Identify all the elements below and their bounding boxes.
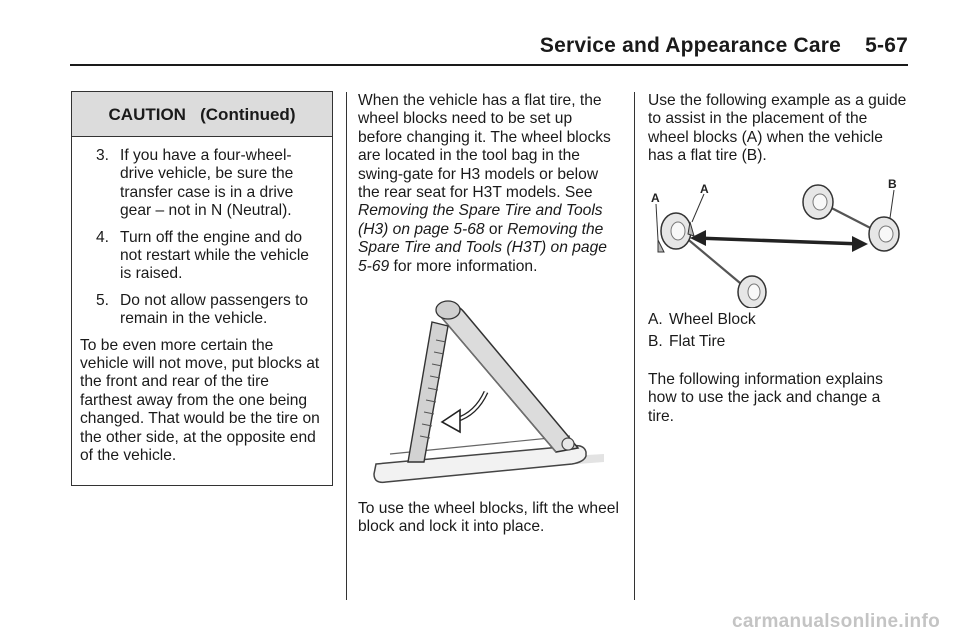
middle-column bbox=[358, 92, 620, 276]
step-number: 3. bbox=[96, 147, 110, 164]
legend bbox=[648, 311, 910, 356]
wheel-block-illustration bbox=[372, 296, 612, 488]
legend-item bbox=[648, 311, 910, 329]
link-spare-tire-h3t[interactable]: Removing the Spare Tire and Tools (H3T) on page 5-69 bbox=[358, 220, 607, 275]
step-number: 5. bbox=[96, 291, 110, 309]
middle-para1-end: for more information. bbox=[389, 257, 538, 275]
legend-item bbox=[648, 333, 910, 351]
caution-step bbox=[80, 292, 324, 329]
caution-heading: CAUTION (Continued) bbox=[72, 92, 332, 137]
label-b: B bbox=[888, 178, 897, 191]
middle-column-bottom bbox=[358, 500, 620, 537]
label-a1: A bbox=[651, 191, 660, 205]
or-text: or bbox=[484, 220, 508, 238]
caution-body bbox=[72, 137, 332, 466]
middle-paragraph-1 bbox=[358, 92, 620, 276]
step-text: Turn off the engine and do not restart while the vehicle is raised. bbox=[120, 228, 309, 283]
step-text: Do not allow passengers to remain in the vehicle. bbox=[120, 291, 309, 328]
legend-letter: B. bbox=[648, 333, 663, 351]
legend-letter: A. bbox=[648, 311, 663, 328]
right-paragraph-1: Use the following example as a guide to assist in the placement of the wheel blocks (A) when the vehicle has a flat tire (B). bbox=[648, 92, 907, 165]
header-rule bbox=[70, 64, 908, 66]
right-column bbox=[648, 92, 910, 166]
label-a2: A bbox=[700, 182, 709, 196]
caution-box bbox=[71, 91, 333, 486]
caution-paragraph: To be even more certain the vehicle will not move, put blocks at the front and rear of the tire farthest away from the one being changed. That would be the tire on the other side, at the opposite end of the vehicle. bbox=[80, 336, 320, 465]
right-paragraph-2: The following information explains how to use the jack and change a tire. bbox=[648, 371, 883, 425]
legend-text: Wheel Block bbox=[669, 311, 756, 328]
wheel-placement-diagram bbox=[646, 178, 912, 308]
page-header-title: Service and Appearance Care 5-67 bbox=[539, 34, 908, 57]
middle-para1-text: When the vehicle has a flat tire, the wheel blocks need to be set up before changing it. The wheel blocks are located in the tool bag in the swing-gate for H3 models or below the rear seat for H3T models. See bbox=[358, 92, 611, 202]
right-column-bottom bbox=[648, 371, 910, 426]
column-divider-2 bbox=[634, 92, 635, 600]
middle-paragraph-2: To use the wheel blocks, lift the wheel block and lock it into place. bbox=[358, 500, 619, 536]
column-divider-1 bbox=[346, 92, 347, 600]
caution-step bbox=[80, 229, 324, 284]
caution-step bbox=[80, 147, 324, 221]
watermark: carmanualsonline.info bbox=[732, 611, 940, 632]
step-text: If you have a four-wheel-drive vehicle, be sure the transfer case is in a drive gear – not in N (Neutral). bbox=[120, 147, 294, 220]
legend-text: Flat Tire bbox=[669, 333, 726, 351]
link-spare-tire-h3[interactable]: Removing the Spare Tire and Tools (H3) on page 5-68 bbox=[358, 202, 603, 238]
step-number: 4. bbox=[96, 228, 110, 246]
